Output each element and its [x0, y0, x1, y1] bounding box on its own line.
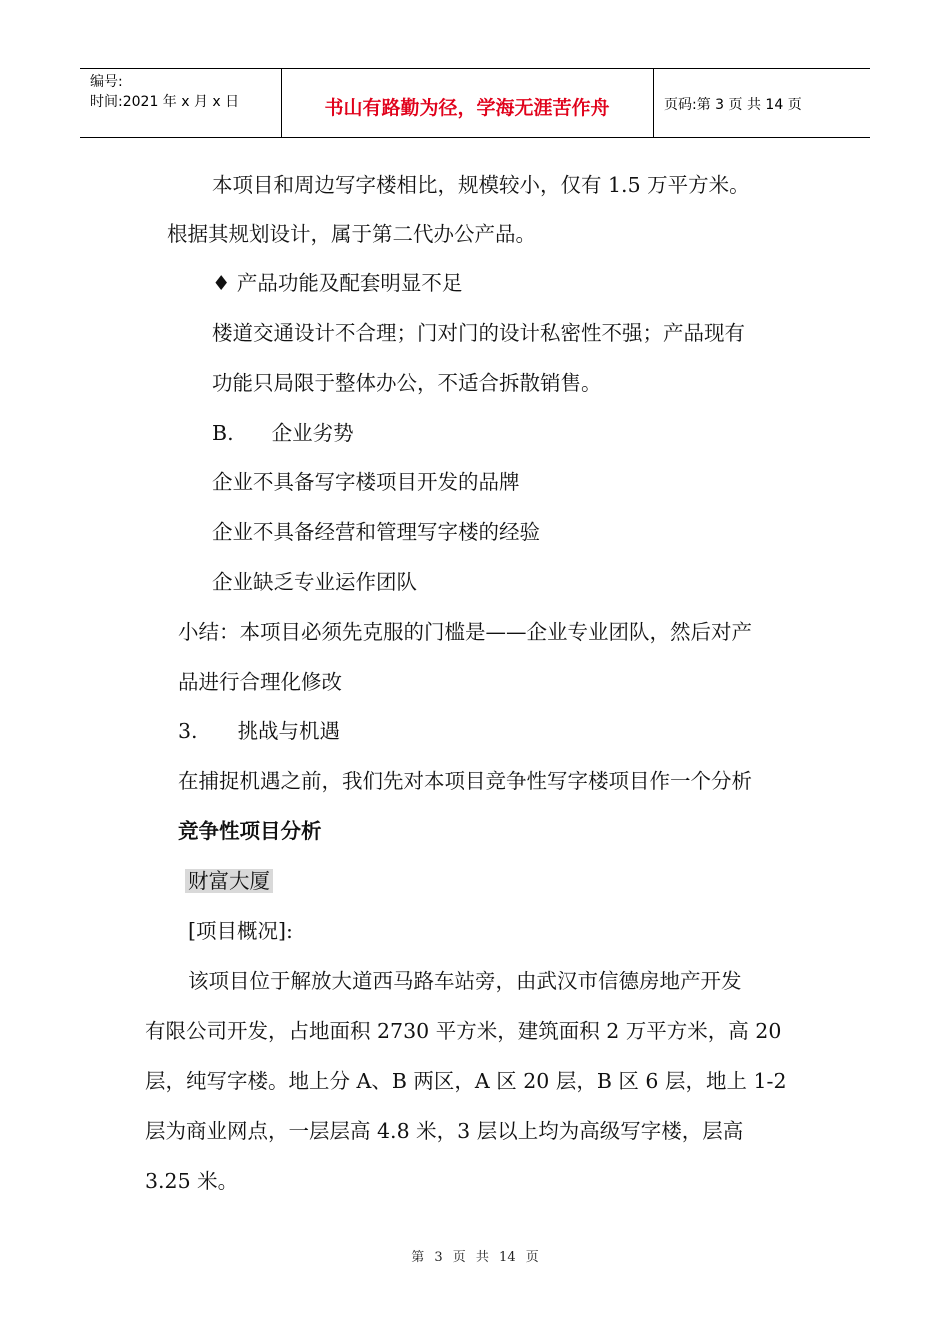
section-heading: [212, 418, 354, 448]
body-line: 楼道交通设计不合理；门对门的设计私密性不强；产品现有: [212, 321, 745, 345]
section-number: 3.: [178, 719, 198, 743]
section-number: B.: [212, 421, 234, 445]
body-line: 有限公司开发，占地面积 2730 平方米，建筑面积 2 万平方米，高 20: [145, 1019, 782, 1043]
header-meta: [90, 72, 239, 112]
summary-line: 品进行合理化修改: [178, 670, 342, 694]
body-line: 功能只局限于整体办公，不适合拆散销售。: [212, 371, 602, 395]
summary-line: 小结：本项目必须先克服的门槛是——企业专业团队，然后对产: [178, 620, 752, 644]
list-item: 企业不具备经营和管理写字楼的经验: [212, 520, 540, 544]
section-heading: [178, 716, 340, 746]
body-line: 该项目位于解放大道西马路车站旁，由武汉市信德房地产开发: [188, 969, 742, 993]
page-header: [80, 68, 870, 138]
page-footer: 第 3 页 共 14 页: [411, 1250, 539, 1265]
body-line: 在捕捉机遇之前，我们先对本项目竞争性写字楼项目作一个分析: [178, 769, 752, 793]
body-line: 本项目和周边写字楼相比，规模较小，仅有 1.5 万平方米。: [212, 173, 750, 197]
header-motto: 书山有路勤为径，学海无涯苦作舟: [324, 97, 610, 119]
bullet-heading: ♦ 产品功能及配套明显不足: [212, 271, 463, 295]
subsection-title: 竞争性项目分析: [178, 819, 322, 843]
project-name: [185, 866, 273, 896]
body-line: 层为商业网点，一层层高 4.8 米，3 层以上均为高级写字楼，层高: [145, 1119, 744, 1143]
document-time-label: 时间:2021 年 x 月 x 日: [90, 94, 240, 110]
document-number-label: 编号:: [90, 74, 123, 90]
header-page-info: 页码:第 3 页 共 14 页: [664, 97, 802, 113]
header-divider: [653, 69, 654, 137]
body-line: 根据其规划设计，属于第二代办公产品。: [167, 222, 536, 246]
highlighted-project-name: 财富大厦: [185, 869, 273, 893]
section-title: 企业劣势: [271, 421, 354, 445]
body-line: 3.25 米。: [145, 1169, 239, 1193]
overview-label: [项目概况]:: [188, 919, 293, 943]
body-line: 层，纯写字楼。地上分 A、B 两区，A 区 20 层，B 区 6 层，地上 1-2: [145, 1069, 787, 1093]
section-title: 挑战与机遇: [237, 719, 341, 743]
list-item: 企业缺乏专业运作团队: [212, 570, 417, 594]
list-item: 企业不具备写字楼项目开发的品牌: [212, 470, 520, 494]
